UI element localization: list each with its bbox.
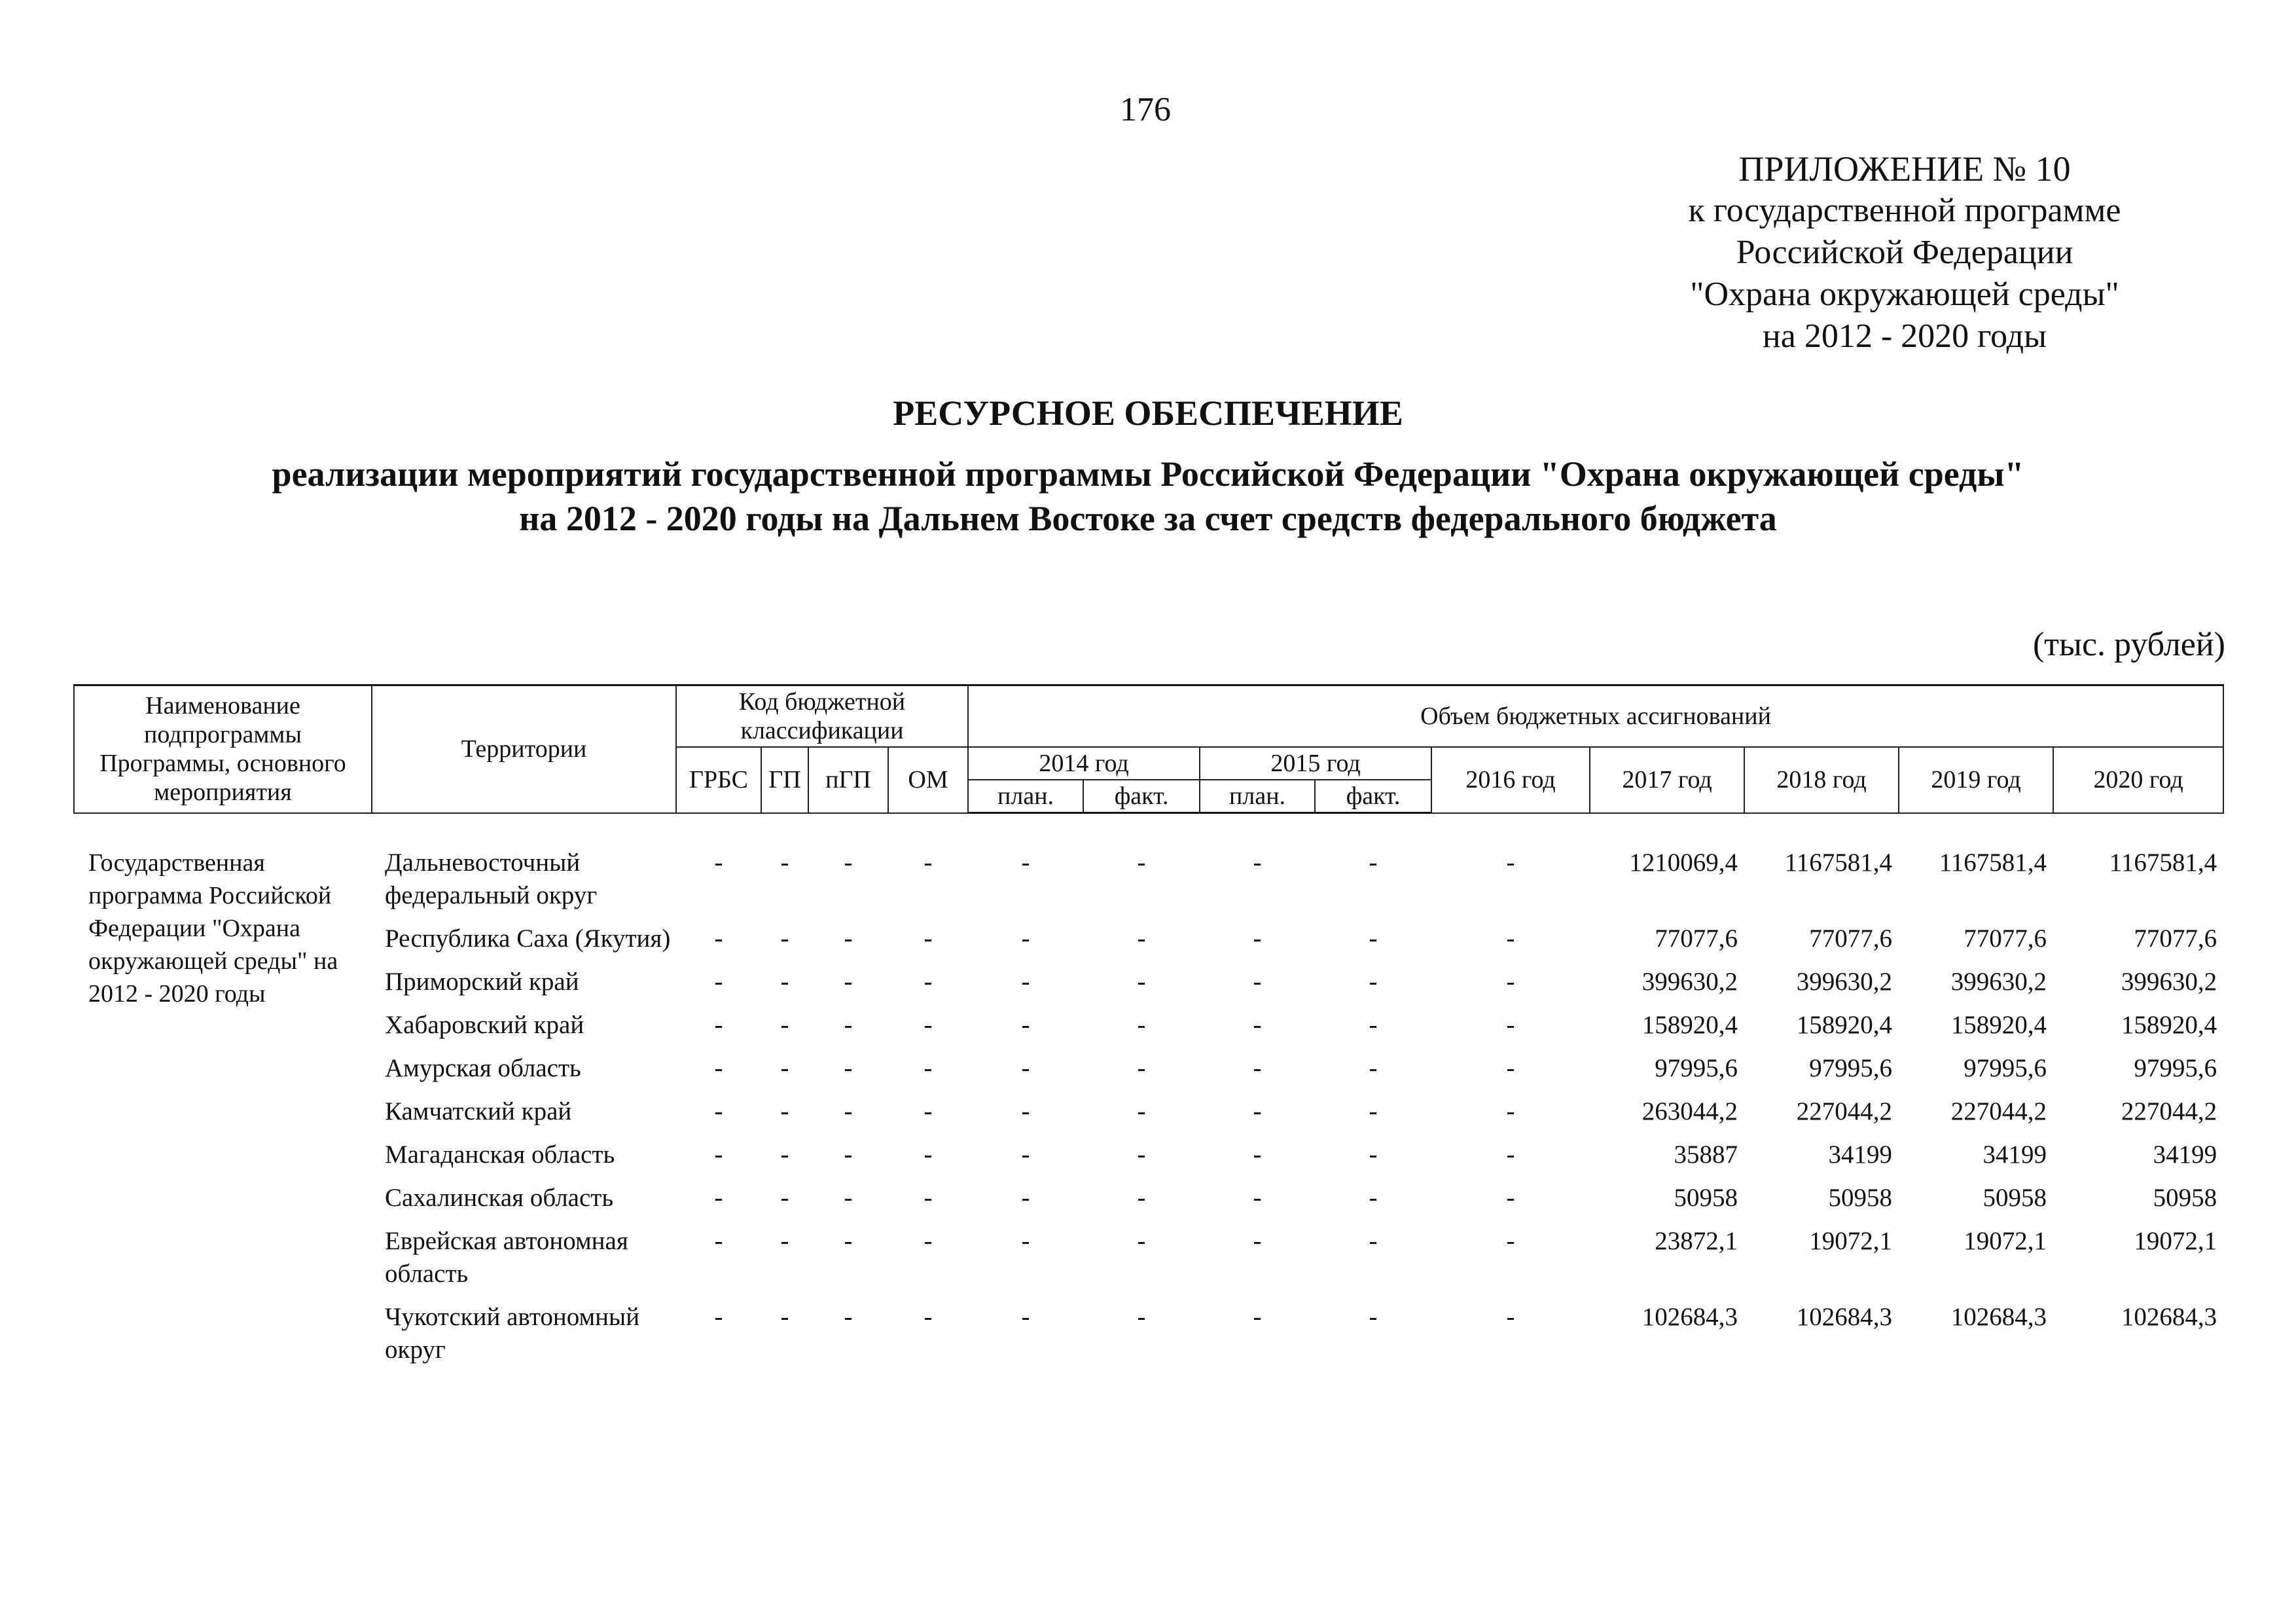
value-cell-2018: 77077,6 [1809,924,1893,953]
empty-value-cell: - [780,1227,789,1255]
empty-value-cell: - [1369,1011,1378,1039]
appendix-title: ПРИЛОЖЕНИЕ № 10 [1738,149,2071,189]
empty-value-cell: - [844,1140,853,1169]
empty-value-cell: - [1506,1054,1515,1082]
value-cell-2020: 19072,1 [2134,1227,2217,1255]
empty-value-cell: - [1506,848,1515,877]
empty-value-cell: - [1506,1227,1515,1255]
territory-cell: Чукотский автономный округ [385,1303,640,1364]
empty-value-cell: - [1021,1011,1030,1039]
territory-cell: Приморский край [385,968,579,996]
empty-value-cell: - [844,1184,853,1212]
header-2014: 2014 год [968,747,1200,780]
value-cell-2019: 50958 [1982,1184,2047,1212]
empty-value-cell: - [714,1054,723,1082]
empty-value-cell: - [1137,1184,1146,1212]
empty-value-cell: - [844,924,853,953]
empty-value-cell: - [924,848,933,877]
header-budget-code: Код бюджетной классификации [676,685,968,748]
appendix-line: "Охрана окружающей среды" [1690,276,2119,313]
value-cell-2020: 50958 [2153,1184,2217,1212]
value-cell-2019: 227044,2 [1950,1097,2047,1125]
header-2020: 2020 год [2053,747,2223,813]
value-cell-2019: 77077,6 [1964,924,2047,953]
appendix-line: к государственной программе [1688,192,2121,229]
empty-value-cell: - [1506,1097,1515,1125]
empty-value-cell: - [1021,1303,1030,1331]
empty-value-cell: - [714,1140,723,1169]
header-2014-plan: план. [968,780,1083,813]
territory-cell: Еврейская автономная область [385,1227,628,1288]
header-om: ОМ [888,747,968,813]
empty-value-cell: - [1253,1227,1262,1255]
empty-value-cell: - [1137,968,1146,996]
empty-value-cell: - [1369,1303,1378,1331]
header-2016: 2016 год [1431,747,1590,813]
value-cell-2020: 158920,4 [2121,1011,2217,1039]
empty-value-cell: - [844,1011,853,1039]
budget-table [73,684,2224,1377]
empty-value-cell: - [1253,848,1262,877]
appendix-line: на 2012 - 2020 годы [1762,318,2047,355]
value-cell-2019: 102684,3 [1950,1303,2047,1331]
value-cell-2019: 1167581,4 [1939,848,2047,877]
empty-value-cell: - [714,1097,723,1125]
value-cell-2019: 97995,6 [1964,1054,2047,1082]
empty-value-cell: - [714,1227,723,1255]
empty-value-cell: - [924,1054,933,1082]
table-row [74,922,2223,966]
empty-value-cell: - [924,968,933,996]
table-row [74,966,2223,1009]
empty-value-cell: - [924,1184,933,1212]
empty-value-cell: - [1253,1303,1262,1331]
value-cell-2019: 19072,1 [1964,1227,2047,1255]
header-name: Наименование подпрограммы Программы, основного мероприятия [74,685,372,813]
header-pgp: пГП [808,747,888,813]
value-cell-2020: 227044,2 [2121,1097,2217,1125]
header-volume: Объем бюджетных ассигнований [968,685,2223,748]
empty-value-cell: - [924,924,933,953]
empty-value-cell: - [780,1303,789,1331]
table-row [74,1139,2223,1182]
territory-cell: Камчатский край [385,1097,572,1125]
empty-value-cell: - [1021,848,1030,877]
territory-cell: Хабаровский край [385,1011,584,1039]
table-row [74,1182,2223,1225]
empty-value-cell: - [1506,1140,1515,1169]
value-cell-2018: 1167581,4 [1784,848,1893,877]
empty-value-cell: - [924,1011,933,1039]
document-title: РЕСУРСНОЕ ОБЕСПЕЧЕНИЕ [893,393,1403,433]
subtitle-line: реализации мероприятий государственной программы Российской Федерации "Охрана окружающей среды" [272,454,2024,494]
empty-value-cell: - [1369,1097,1378,1125]
empty-value-cell: - [1506,1011,1515,1039]
header-grbs: ГРБС [676,747,761,813]
value-cell-2017: 263044,2 [1641,1097,1738,1125]
value-cell-2020: 34199 [2153,1140,2217,1169]
value-cell-2018: 227044,2 [1796,1097,1893,1125]
value-cell-2017: 35887 [1674,1140,1738,1169]
empty-value-cell: - [1137,1011,1146,1039]
empty-value-cell: - [780,1097,789,1125]
empty-value-cell: - [1369,1184,1378,1212]
empty-value-cell: - [780,924,789,953]
empty-value-cell: - [1253,968,1262,996]
empty-value-cell: - [1506,924,1515,953]
table-row [74,1225,2223,1301]
empty-value-cell: - [780,848,789,877]
value-cell-2019: 34199 [1982,1140,2047,1169]
empty-value-cell: - [1253,1011,1262,1039]
empty-value-cell: - [714,924,723,953]
empty-value-cell: - [1137,1303,1146,1331]
territory-cell: Сахалинская область [385,1184,614,1212]
empty-value-cell: - [780,1140,789,1169]
header-2018: 2018 год [1744,747,1899,813]
empty-value-cell: - [714,848,723,877]
empty-value-cell: - [844,1054,853,1082]
empty-value-cell: - [844,1097,853,1125]
empty-value-cell: - [1021,1227,1030,1255]
empty-value-cell: - [1369,968,1378,996]
value-cell-2017: 399630,2 [1641,968,1738,996]
empty-value-cell: - [1369,924,1378,953]
empty-value-cell: - [1021,1184,1030,1212]
table-row [74,1009,2223,1052]
empty-value-cell: - [1253,1140,1262,1169]
header-2015-plan: план. [1200,780,1315,813]
value-cell-2017: 77077,6 [1655,924,1738,953]
table-row [74,1301,2223,1377]
empty-value-cell: - [1021,924,1030,953]
empty-value-cell: - [1137,848,1146,877]
value-cell-2017: 102684,3 [1641,1303,1738,1331]
empty-value-cell: - [1253,1184,1262,1212]
empty-value-cell: - [924,1303,933,1331]
empty-value-cell: - [1137,1054,1146,1082]
empty-value-cell: - [1253,1097,1262,1125]
page-number: 176 [1120,91,1171,128]
empty-value-cell: - [1369,848,1378,877]
header-2017: 2017 год [1590,747,1744,813]
value-cell-2018: 158920,4 [1796,1011,1893,1039]
value-cell-2017: 1210069,4 [1629,848,1738,877]
empty-value-cell: - [714,968,723,996]
territory-cell: Дальневосточный федеральный округ [385,848,598,909]
value-cell-2018: 97995,6 [1809,1054,1893,1082]
value-cell-2017: 158920,4 [1641,1011,1738,1039]
header-gp: ГП [761,747,808,813]
empty-value-cell: - [780,1054,789,1082]
empty-value-cell: - [844,1303,853,1331]
empty-value-cell: - [924,1097,933,1125]
table-row [74,1095,2223,1139]
program-name-cell: Государственная программа Российской Федерации "Охрана окружающей среды" на 2012 - 2020 годы [88,849,338,1008]
territory-cell: Республика Саха (Якутия) [385,924,671,953]
empty-value-cell: - [1369,1140,1378,1169]
header-2015: 2015 год [1200,747,1431,780]
header-2014-fact: факт. [1083,780,1200,813]
empty-value-cell: - [1506,968,1515,996]
header-2015-fact: факт. [1315,780,1431,813]
empty-value-cell: - [1021,1054,1030,1082]
empty-value-cell: - [844,968,853,996]
empty-value-cell: - [1369,1227,1378,1255]
value-cell-2018: 34199 [1828,1140,1893,1169]
value-cell-2019: 399630,2 [1950,968,2047,996]
value-cell-2020: 1167581,4 [2109,848,2217,877]
empty-value-cell: - [844,1227,853,1255]
units-label: (тыс. рублей) [2032,626,2225,663]
empty-value-cell: - [1137,1140,1146,1169]
subtitle-line: на 2012 - 2020 годы на Дальнем Востоке за счет средств федерального бюджета [519,499,1777,538]
document-subtitle [0,452,2296,541]
empty-value-cell: - [924,1140,933,1169]
value-cell-2020: 97995,6 [2134,1054,2217,1082]
empty-value-cell: - [714,1011,723,1039]
table-body [74,813,2223,1377]
empty-value-cell: - [1506,1184,1515,1212]
value-cell-2020: 77077,6 [2134,924,2217,953]
value-cell-2019: 158920,4 [1950,1011,2047,1039]
territory-cell: Амурская область [385,1054,581,1082]
empty-value-cell: - [780,968,789,996]
empty-value-cell: - [1137,1097,1146,1125]
value-cell-2018: 399630,2 [1796,968,1893,996]
value-cell-2017: 97995,6 [1655,1054,1738,1082]
header-2019: 2019 год [1899,747,2053,813]
table-row [74,847,2223,922]
territory-cell: Магаданская область [385,1140,615,1169]
empty-value-cell: - [714,1184,723,1212]
empty-value-cell: - [924,1227,933,1255]
empty-value-cell: - [1021,1097,1030,1125]
value-cell-2018: 19072,1 [1809,1227,1893,1255]
value-cell-2017: 50958 [1674,1184,1738,1212]
empty-value-cell: - [1021,968,1030,996]
empty-value-cell: - [780,1184,789,1212]
value-cell-2018: 50958 [1828,1184,1893,1212]
empty-value-cell: - [1137,1227,1146,1255]
empty-value-cell: - [844,848,853,877]
table-row [74,1052,2223,1095]
appendix-line: Российской Федерации [1736,234,2073,271]
empty-value-cell: - [1369,1054,1378,1082]
empty-value-cell: - [1506,1303,1515,1331]
empty-value-cell: - [1021,1140,1030,1169]
empty-value-cell: - [1253,924,1262,953]
empty-value-cell: - [714,1303,723,1331]
value-cell-2020: 399630,2 [2121,968,2217,996]
empty-value-cell: - [1253,1054,1262,1082]
empty-value-cell: - [780,1011,789,1039]
value-cell-2018: 102684,3 [1796,1303,1893,1331]
value-cell-2020: 102684,3 [2121,1303,2217,1331]
empty-value-cell: - [1137,924,1146,953]
appendix-block [1558,148,2251,357]
value-cell-2017: 23872,1 [1655,1227,1738,1255]
header-territories: Территории [372,685,676,813]
